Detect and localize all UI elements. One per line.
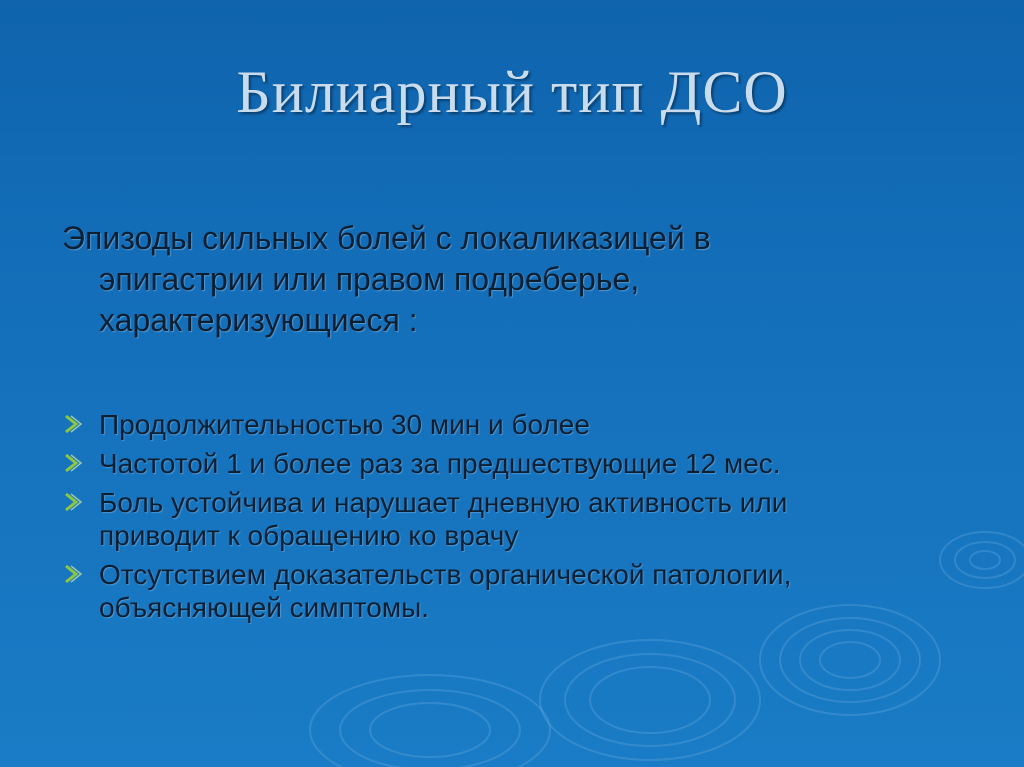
intro-line: эпигастрии или правом подреберье, (99, 261, 640, 297)
list-item (60, 486, 980, 552)
criteria-list (60, 408, 980, 630)
chevron-right-icon (62, 561, 84, 587)
list-item-text: Продолжительностью 30 мин и более (99, 409, 590, 440)
chevron-right-icon (62, 411, 84, 437)
chevron-right-icon (62, 489, 84, 515)
slide-title: Билиарный тип ДСО (236, 59, 788, 125)
intro-paragraph (62, 218, 942, 341)
list-item-text: Боль устойчива и нарушает дневную активность или (99, 487, 788, 518)
intro-line: характеризующиеся : (99, 302, 418, 338)
list-item-text: приводит к обращению ко врачу (99, 520, 519, 551)
list-item (60, 408, 980, 441)
list-item (60, 447, 980, 480)
list-item-text: Отсутствием доказательств органической патологии, (99, 559, 792, 590)
list-item-text: объясняющей симптомы. (99, 592, 429, 623)
list-item (60, 558, 980, 624)
chevron-right-icon (62, 450, 84, 476)
intro-line: Эпизоды сильных болей с локаликазицей в (62, 220, 711, 256)
list-item-text: Частотой 1 и более раз за предшествующие 12 мес. (99, 448, 781, 479)
